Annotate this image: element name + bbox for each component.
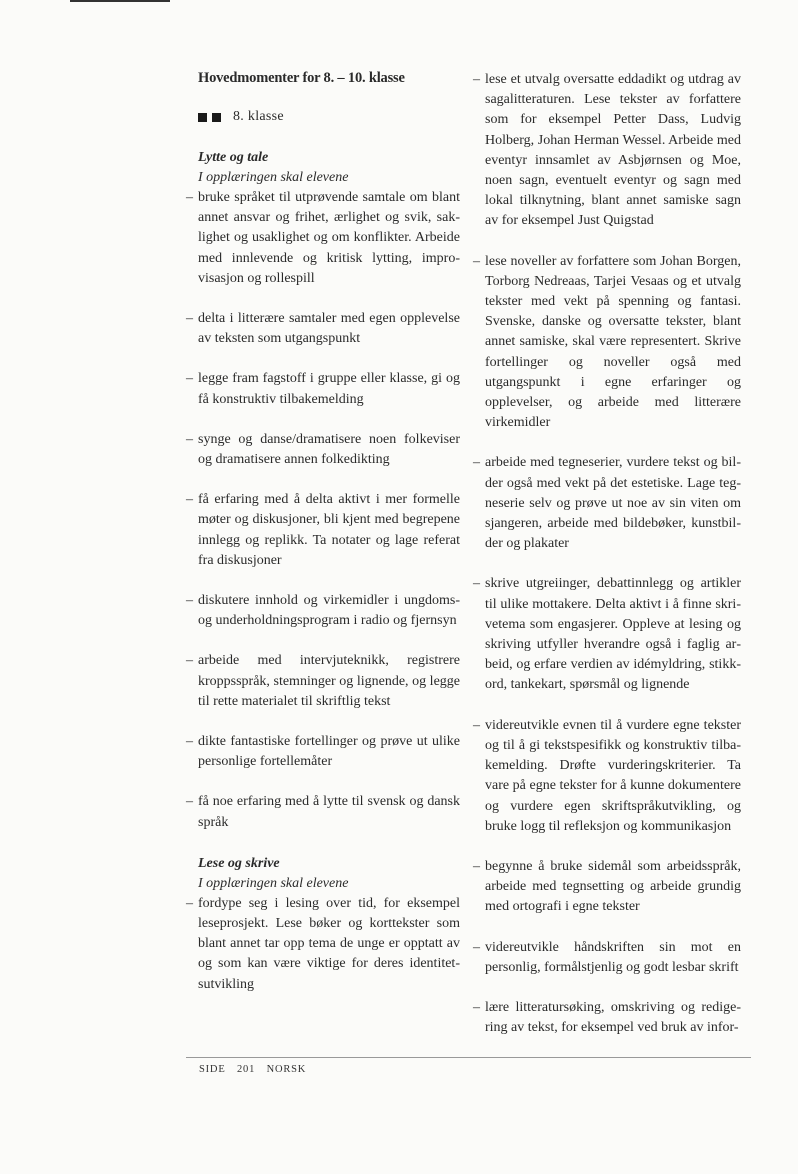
list-item: – legge fram fagstoff i gruppe eller klasse, gi og få konstruktiv tilbakemelding <box>186 369 460 409</box>
list-item: – dikte fantastiske fortellinger og prøve ut ulike personlige fortellemåter <box>186 732 460 772</box>
page-footer <box>199 1064 314 1075</box>
list-item: – få erfaring med å delta aktivt i mer formelle møter og diskusjoner, bli kjent med begrepene innlegg og replikk. Ta notater og lage referat fra diskusjoner <box>186 490 460 571</box>
right-column <box>473 70 741 1058</box>
list-item: – delta i litterære samtaler med egen opplevelse av teksten som utgangspunkt <box>186 309 460 349</box>
footer-subject: NORSK <box>266 1064 307 1075</box>
section-title-lese: Lese og skrive <box>198 855 280 871</box>
square-bullet-icon <box>212 113 221 122</box>
list-item: – videreutvikle evnen til å vurdere egne tekster og til å gi tekstspesifikk og konstruktiv tilbakemelding. Drøfte vurderingskriterier. Ta vare på egne tekster for å kunne dokumentere og vurdere egen skriftspråkutvikling, og bruke logg til refleksjon og kommunikasjon <box>473 716 741 837</box>
section-intro-lese: I opplæringen skal elevene <box>198 875 349 891</box>
list-item: – diskutere innhold og virkemidler i ungdoms- og underholdningsprogram i radio og fjernsyn <box>186 591 460 631</box>
list-item: – lære litteratursøking, omskriving og redigering av tekst, for eksempel ved bruk av infor- <box>473 998 741 1038</box>
grade-label <box>198 109 460 125</box>
list-item: – arbeide med tegneserier, vurdere tekst og bilder også med vekt på det estetiske. Lage tegneserie selv og prøve ut noe av sin viten om sjangeren, arbeide med bildebøker, kunstbilder og plakater <box>473 453 741 554</box>
left-column <box>186 70 460 1015</box>
list-item: – få noe erfaring med å lytte til svensk og dansk språk <box>186 792 460 832</box>
list-item: – lese noveller av forfattere som Johan Borgen, Torborg Nedreaas, Tarjei Vesaas og et utvalg tekster med vekt på spenning og fantasi. Svenske, danske og oversatte tekster, blant annet samiske, skal være representert. Skrive fortellinger og noveller også med utgangspunkt i egne erfaringer og opplevelser, og arbeide med litterære virkemidler <box>473 252 741 434</box>
section-title-lytte: Lytte og tale <box>198 150 269 165</box>
list-item: – lese et utvalg oversatte eddadikt og utdrag av sagalitteraturen. Lese tekster av forfattere som for eksempel Petter Dass, Ludvig Holberg, Johan Herman Wessel. Arbeide med eventyr innsamlet av Asbjørnsen og Moe, noen sagn, eventuelt eventyr og sagn med lokal tilknytning, blant annet samiske sagn av for eksempel Just Quigstad <box>473 70 741 232</box>
footer-side-label: SIDE <box>199 1064 226 1075</box>
list-item: – bruke språket til utprøvende samtale om blant annet ansvar og frihet, ærlighet og svik, saklighet og usaklighet og om konflikter. Arbeide med innlevende og kritisk lytting, improvisasjon og rollespill <box>186 188 460 289</box>
list-item: – synge og danse/dramatisere noen folkeviser og dramatisere annen folkedikting <box>186 430 460 470</box>
top-edge-line <box>70 0 170 2</box>
list-item: – skrive utgreiinger, debattinnlegg og artikler til ulike mottakere. Delta aktivt i å finne skrivetema som engasjerer. Oppleve at lesing og skriving utfyller hverandre også i faglig arbeid, og erfare verdien av idémyldring, stikkord, tankekart, spørsmål og lignende <box>473 574 741 695</box>
square-bullet-icon <box>198 113 207 122</box>
list-item: – begynne å bruke sidemål som arbeidsspråk, arbeide med tegnsetting og arbeide grundig med ortografi i egne tekster <box>473 857 741 918</box>
page-heading: Hovedmomenter for 8. – 10. klasse <box>198 70 405 86</box>
list-item: – videreutvikle håndskriften sin mot en personlig, formålstjenlig og godt lesbar skrift <box>473 938 741 978</box>
list-item: – fordype seg i lesing over tid, for eksempel leseprosjekt. Lese bøker og korttekster som blant annet tar opp tema de unge er opptatt av og som kan være viktige for deres identitetsutvikling <box>186 894 460 995</box>
section-intro-lytte: I opplæringen skal elevene <box>198 170 349 185</box>
footer-rule <box>186 1057 751 1058</box>
grade-label-text: 8. klasse <box>233 109 284 124</box>
page-number: 201 <box>236 1064 256 1075</box>
list-item: – arbeide med intervjuteknikk, registrere kroppsspråk, stemninger og lignende, og legge til rette materialet til skriftlig tekst <box>186 651 460 712</box>
